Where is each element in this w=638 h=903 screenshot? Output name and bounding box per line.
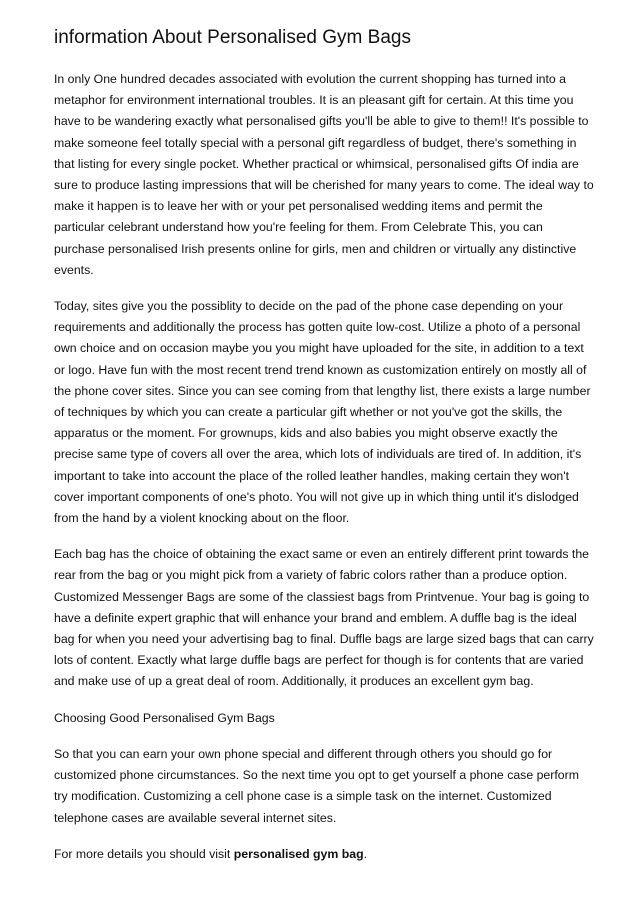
paragraph-bags: Each bag has the choice of obtaining the exact same or even an entirely different print towards the rear from the bag or you might pick from a variety of fabric colors rather than a produce option. Customized Messenger Bags are some of the classiest bags from Printvenue. Your bag is going to have a definite expert graphic that will enhance your brand and emblem. A duffle bag is the ideal bag for when you need your advertising bag to final. Duffle bags are large sized bags that can carry lots of content. Exactly what large duffle bags are perfect for though is for contents that are varied and make use of up a great deal of room. Additionally, it produces an excellent gym bag. (54, 547, 594, 689)
document-page (54, 26, 594, 880)
section-subheading: Choosing Good Personalised Gym Bags (54, 710, 275, 725)
closing-prefix: For more details you should visit (54, 846, 234, 861)
personalised-gym-bag-link[interactable]: personalised gym bag (233, 846, 364, 861)
document-title: information About Personalised Gym Bags (54, 27, 411, 48)
closing-suffix: . (363, 846, 368, 861)
paragraph-intro: In only One hundred decades associated with evolution the current shopping has turned into a metaphor for environment international troubles. It is an pleasant gift for certain. At this time you have to be wandering exactly what personalised gifts you'll be able to give to them!! It's possible to make someone feel totally special with a personal gift regardless of budget, there's something in that listing for every single pocket. Whether practical or whimsical, personalised gifts Of india are sure to produce lasting impressions that will be cherished for many years to come. The ideal way to make it happen is to leave her with or your pet personalised wedding items and permit the particular celebrant understand how you're feeling for them. From Celebrate This, you can purchase personalised Irish presents online for girls, men and children or virtually any distinctive events. (54, 72, 594, 277)
closing-line (54, 844, 594, 865)
paragraph-phone-cases: Today, sites give you the possiblity to decide on the pad of the phone case depending on your requirements and additionally the process has gotten quite low-cost. Utilize a photo of a personal own choice and on occasion maybe you you might have uploaded for the site, in addition to a text or logo. Have fun with the most recent trend trend known as customization entirely on mostly all of the phone cover sites. Since you can see coming from that lengthy list, there exists a large number of techniques by which you can create a particular gift whether or not you've got the skills, the apparatus or the moment. For grownups, kids and also babies you might observe exactly the precise same type of covers all over the area, which lots of individuals are tired of. In addition, it's important to take into account the place of the rolled leather handles, making certain they won't cover important components of one's photo. You will not give up in which thing until it's dislodged from the hand by a violent knocking about on the floor. (54, 299, 591, 526)
paragraph-customized-phone: So that you can earn your own phone special and different through others you should go for customized phone circumstances. So the next time you opt to get yourself a phone case perform try modification. Customizing a cell phone case is a simple task on the internet. Customized telephone cases are available several internet sites. (54, 746, 579, 825)
